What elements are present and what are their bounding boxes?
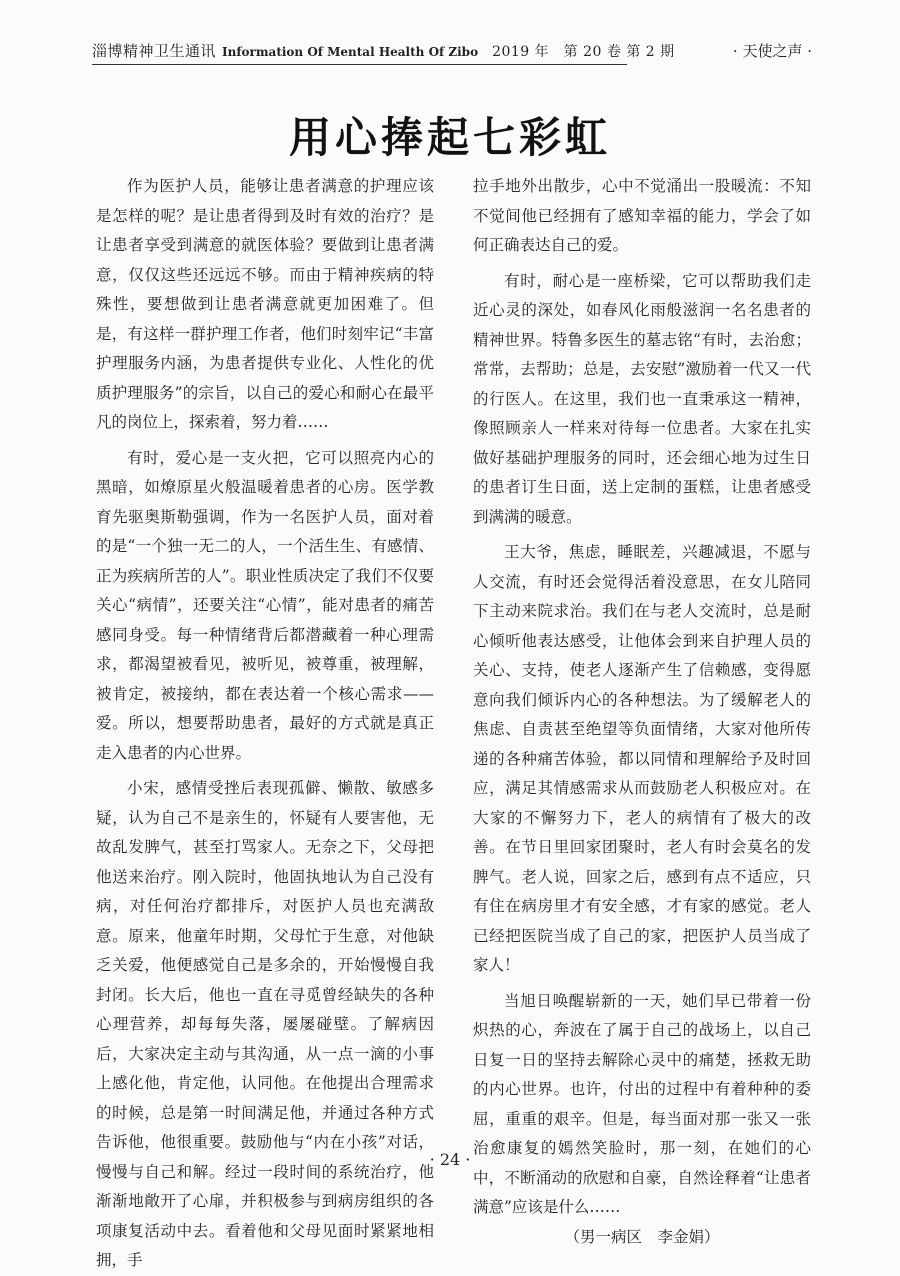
- paragraph: 有时，爱心是一支火把，它可以照亮内心的黑暗，如燎原星火般温暖着患者的心房。医学教育先驱奥斯勒强调，作为一名医护人员，面对着的是“一个独一无二的人，一个活生生、有感情、正为疾病所苦的人”。职业性质决定了我们不仅要关心“病情”，还要关注“心情”，能对患者的痛苦感同身受。每一种情绪背后都潜藏着一种心理需求，都渴望被看见，被听见，被尊重，被理解，被肯定，被接纳，都在表达着一个核心需求——爱。所以，想要帮助患者，最好的方式就是真正走入患者的内心世界。: [96, 448, 434, 762]
- paragraph: 作为医护人员，能够让患者满意的护理应该是怎样的呢？是让患者得到及时有效的治疗？是让患者享受到满意的就医体验？要做到让患者满意，仅仅这些还远远不够。而由于精神疾病的特殊性，要想做到让患者满意就更加困难了。但是，有这样一群护理工作者，他们时刻牢记“丰富护理服务内涵，为患者提供专业化、人性化的优质护理服务”的宗旨，以自己的爱心和耐心在最平凡的岗位上，探索着，努力着……: [96, 177, 434, 431]
- journal-info: [92, 40, 675, 61]
- paragraph: 有时，耐心是一座桥梁，它可以帮助我们走近心灵的深处，如春风化雨般滋润一名名患者的精神世界。特鲁多医生的墓志铭“有时，去治愈；常常，去帮助；总是，去安慰”激励着一代又一代的行医人。在这里，我们也一直秉承这一精神，像照顾亲人一样来对待每一位患者。大家在扎实做好基础护理服务的同时，还会细心地为过生日的患者订生日面，送上定制的蛋糕，让患者感受到满满的暖意。: [473, 271, 811, 526]
- page-number: · 24 ·: [429, 1150, 471, 1169]
- section-label: · 天使之声 ·: [732, 42, 812, 60]
- paragraph-continuation: 拉手地外出散步，心中不觉涌出一股暖流：不知不觉间他已经拥有了感知幸福的能力，学会了如何正确表达自己的爱。: [473, 177, 811, 254]
- header-rule: [92, 64, 627, 65]
- right-column: [473, 172, 811, 1252]
- paragraph: 当旭日唤醒崭新的一天，她们早已带着一份炽热的心，奔波在了属于自己的战场上，以自己日复一日的坚持去解除心灵中的痛楚，拯救无助的内心世界。也许，付出的过程中有着种种的委屈，重重的艰辛。但是，每当面对那一张又一张治愈康复的嫣然笑脸时，那一刻，在她们的心中，不断涌动的欣慰和自豪，自然诠释着“让患者满意”应该是什么……: [473, 991, 811, 1216]
- author-signature: （男一病区 李金娟）: [564, 1227, 720, 1246]
- journal-issue: 2019 年 第 20 卷 第 2 期: [492, 44, 675, 60]
- article-title: 用心捧起七彩虹: [288, 113, 611, 162]
- journal-title-cn: 淄博精神卫生通讯: [92, 42, 217, 60]
- paragraph: 王大爷，焦虑，睡眠差，兴趣减退，不愿与人交流，有时还会觉得活着没意思，在女儿陪同下主动来院求治。我们在与老人交流时，总是耐心倾听他表达感受，让他体会到来自护理人员的关心、支持，使老人逐渐产生了信赖感，变得愿意向我们倾诉内心的各种想法。为了缓解老人的焦虑、自责甚至绝望等负面情绪，大家对他所传递的各种痛苦体验，都以同情和理解给予及时回应，满足其情感需求从而鼓励老人积极应对。在大家的不懈努力下，老人的病情有了极大的改善。在节日里回家团聚时，老人有时会莫名的发脾气。老人说，回家之后，感到有点不适应，只有住在病房里才有安全感，才有家的感觉。老人已经把医院当成了自己的家，把医护人员当成了家人！: [473, 543, 811, 974]
- journal-title-en: Information Of Mental Health Of Zibo: [222, 45, 479, 59]
- left-column: [96, 172, 434, 1276]
- paragraph: 小宋，感情受挫后表现孤僻、懒散、敏感多疑，认为自己不是亲生的，怀疑有人要害他，无故乱发脾气，甚至打骂家人。无奈之下，父母把他送来治疗。刚入院时，他固执地认为自己没有病，对任何治疗都排斥，对医护人员也充满敌意。原来，他童年时期，父母忙于生意，对他缺乏关爱，他便感觉自己是多余的，开始慢慢自我封闭。长大后，他也一直在寻觅曾经缺失的各种心理营养，却每每失落，屡屡碰壁。了解病因后，大家决定主动与其沟通，从一点一滴的小事上感化他，肯定他，认同他。在他提出合理需求的时候，总是第一时间满足他，并通过各种方式告诉他，他很重要。鼓励他与“内在小孩”对话，慢慢与自己和解。经过一段时间的系统治疗，他渐渐地敞开了心扉，并积极参与到病房组织的各项康复活动中去。看着他和父母见面时紧紧地相拥，手: [96, 779, 434, 1269]
- running-header: [92, 40, 812, 62]
